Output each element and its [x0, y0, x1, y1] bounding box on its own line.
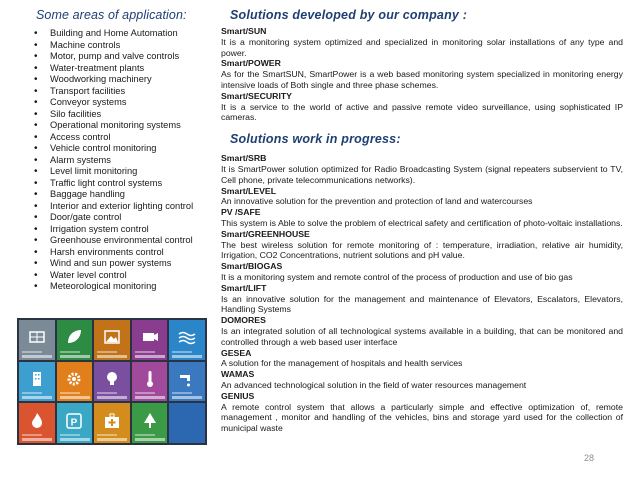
solution-name: GESEA — [221, 347, 252, 358]
solution-entry — [221, 91, 623, 123]
application-list-item: • Building and Home Automation — [32, 28, 214, 40]
application-tile — [169, 403, 205, 443]
applications-title: Some areas of application: — [36, 8, 187, 22]
application-list-item: • Meteorological monitoring — [32, 281, 214, 293]
application-tile — [132, 403, 168, 443]
application-list-item: • Traffic light control systems — [32, 178, 214, 190]
solution-description: It is a monitoring system and remote control of the process of production and use of bio gas — [221, 271, 573, 282]
solution-name: Smart/SUN — [221, 26, 267, 36]
solution-description: Is an innovative solution for the management and maintenance of Elevators, Escalators, Elevators, Handling Systems — [221, 293, 623, 315]
solution-entry — [221, 26, 623, 58]
application-tile — [132, 320, 168, 360]
solution-name: Smart/GREENHOUSE — [221, 228, 310, 239]
application-list-item: • Baggage handling — [32, 189, 214, 201]
application-list-item: • Silo facilities — [32, 109, 214, 121]
water-waves-icon — [177, 327, 197, 352]
solution-entry — [221, 186, 623, 208]
application-list-item: • Operational monitoring systems — [32, 120, 214, 132]
solution-entry — [221, 153, 623, 185]
page-number: 28 — [584, 453, 595, 463]
application-list-item: • Machine controls — [32, 40, 214, 52]
application-tile — [19, 362, 55, 402]
medical-kit-icon — [102, 411, 122, 436]
application-tiles-image — [17, 318, 207, 445]
solution-entry — [221, 391, 623, 434]
solution-description: It is a monitoring system optimized and specialized in monitoring solar installations of any type and power. — [221, 36, 623, 58]
solution-description: A solution for the management of hospitals and health services — [221, 358, 463, 369]
faucet-icon — [177, 369, 197, 394]
solution-name: Smart/POWER — [221, 58, 281, 69]
developed-solutions-list — [221, 26, 623, 123]
application-tile — [169, 362, 205, 402]
solution-entry — [221, 369, 623, 391]
solution-description: It is a service to the world of active and passive remote video surveillance, using sophisticated IP cameras. — [221, 101, 623, 123]
application-list-item: • Alarm systems — [32, 155, 214, 167]
solar-grid-icon — [27, 327, 47, 352]
progress-solutions-list — [221, 153, 623, 434]
application-list-item: • Wind and sun power systems — [32, 258, 214, 270]
application-tile — [94, 403, 130, 443]
application-list-item: • Door/gate control — [32, 212, 214, 224]
solution-name: Smart/SECURITY — [221, 90, 292, 101]
application-list-item: • Harsh environments control — [32, 247, 214, 259]
application-list-item: • Water-treatment plants — [32, 63, 214, 75]
solutions-panel — [221, 8, 623, 434]
application-list-item: • Woodworking machinery — [32, 74, 214, 86]
leaf-icon — [64, 327, 84, 352]
application-list-item: • Level limit monitoring — [32, 166, 214, 178]
application-list-item: • Vehicle control monitoring — [32, 143, 214, 155]
solution-name: PV /SAFE — [221, 207, 261, 218]
solution-description: An advanced technological solution in the field of water resources management — [221, 379, 527, 390]
application-tile — [94, 320, 130, 360]
application-list-item: • Access control — [32, 132, 214, 144]
gear-icon — [64, 369, 84, 394]
applications-panel — [32, 8, 214, 293]
solution-description: This system is Able to solve the problem of electrical safety and certification of photo-voltaic installations. — [221, 217, 623, 228]
solution-entry — [221, 229, 623, 261]
solution-name: Smart/SRB — [221, 153, 267, 164]
solution-name: Smart/LEVEL — [221, 185, 277, 196]
solution-entry — [221, 207, 623, 229]
application-tile — [132, 362, 168, 402]
parking-icon — [64, 411, 84, 436]
camera-icon — [140, 327, 160, 352]
svg-text:P: P — [71, 417, 78, 429]
solution-entry — [221, 348, 623, 370]
applications-list — [32, 28, 214, 293]
picture-icon — [102, 327, 122, 352]
application-list-item: • Greenhouse environmental control — [32, 235, 214, 247]
solution-name: Smart/BIOGAS — [221, 261, 283, 272]
application-list-item: • Motor, pump and valve controls — [32, 51, 214, 63]
application-list-item: • Interior and exterior lighting control — [32, 201, 214, 213]
flame-icon — [27, 411, 47, 436]
application-tile — [19, 403, 55, 443]
application-list-item: • Conveyor systems — [32, 97, 214, 109]
solution-name: GENIUS — [221, 390, 255, 401]
application-tile — [94, 362, 130, 402]
solution-description: The best wireless solution for remote monitoring of : temperature, irradiation, relative air humidity, Irrigation, CO2 Concentrations, nutrient solutions and pH value. — [221, 239, 623, 261]
solution-name: WAMAS — [221, 369, 255, 380]
solution-entry — [221, 283, 623, 315]
application-list-item: • Water level control — [32, 270, 214, 282]
application-tile — [57, 362, 93, 402]
solution-name: Smart/LIFT — [221, 282, 267, 293]
solution-description: A remote control system that allows a particularly simple and effective optimization of, remote management , monitor and handling of the vehicles, bins and storage yard used for the collection of municipal waste — [221, 401, 623, 434]
developed-solutions-title: Solutions developed by our company : — [230, 8, 468, 22]
application-list-item: • Irrigation system control — [32, 224, 214, 236]
application-tile — [19, 320, 55, 360]
progress-solutions-title: Solutions work in progress: — [230, 132, 401, 147]
lightbulb-icon — [102, 369, 122, 394]
building-icon — [27, 369, 47, 394]
solution-description: As for the SmartSUN, SmartPower is a web based monitoring system specialized in monitoring energy intensive loads of Both single and three phase schemes. — [221, 69, 623, 90]
thermometer-icon — [140, 369, 160, 394]
application-tile — [57, 403, 93, 443]
solution-entry — [221, 315, 623, 347]
tree-icon — [140, 411, 160, 436]
application-tile — [57, 320, 93, 360]
solution-description: Is an integrated solution of all technological systems available in a building, that can be monitored and controlled through a web based user interface — [221, 325, 623, 347]
solution-description: It is SmartPower solution optimized for Radio Broadcasting System (signal repeaters subservient to TV, Cell phone, private telecommunications networks). — [221, 163, 623, 185]
solution-description: An innovative solution for the prevention and protection of land and watercourses — [221, 196, 533, 207]
solution-entry — [221, 261, 623, 283]
application-tile — [169, 320, 205, 360]
application-list-item: • Transport facilities — [32, 86, 214, 98]
solution-name: DOMORES — [221, 315, 266, 326]
solution-entry — [221, 58, 623, 90]
